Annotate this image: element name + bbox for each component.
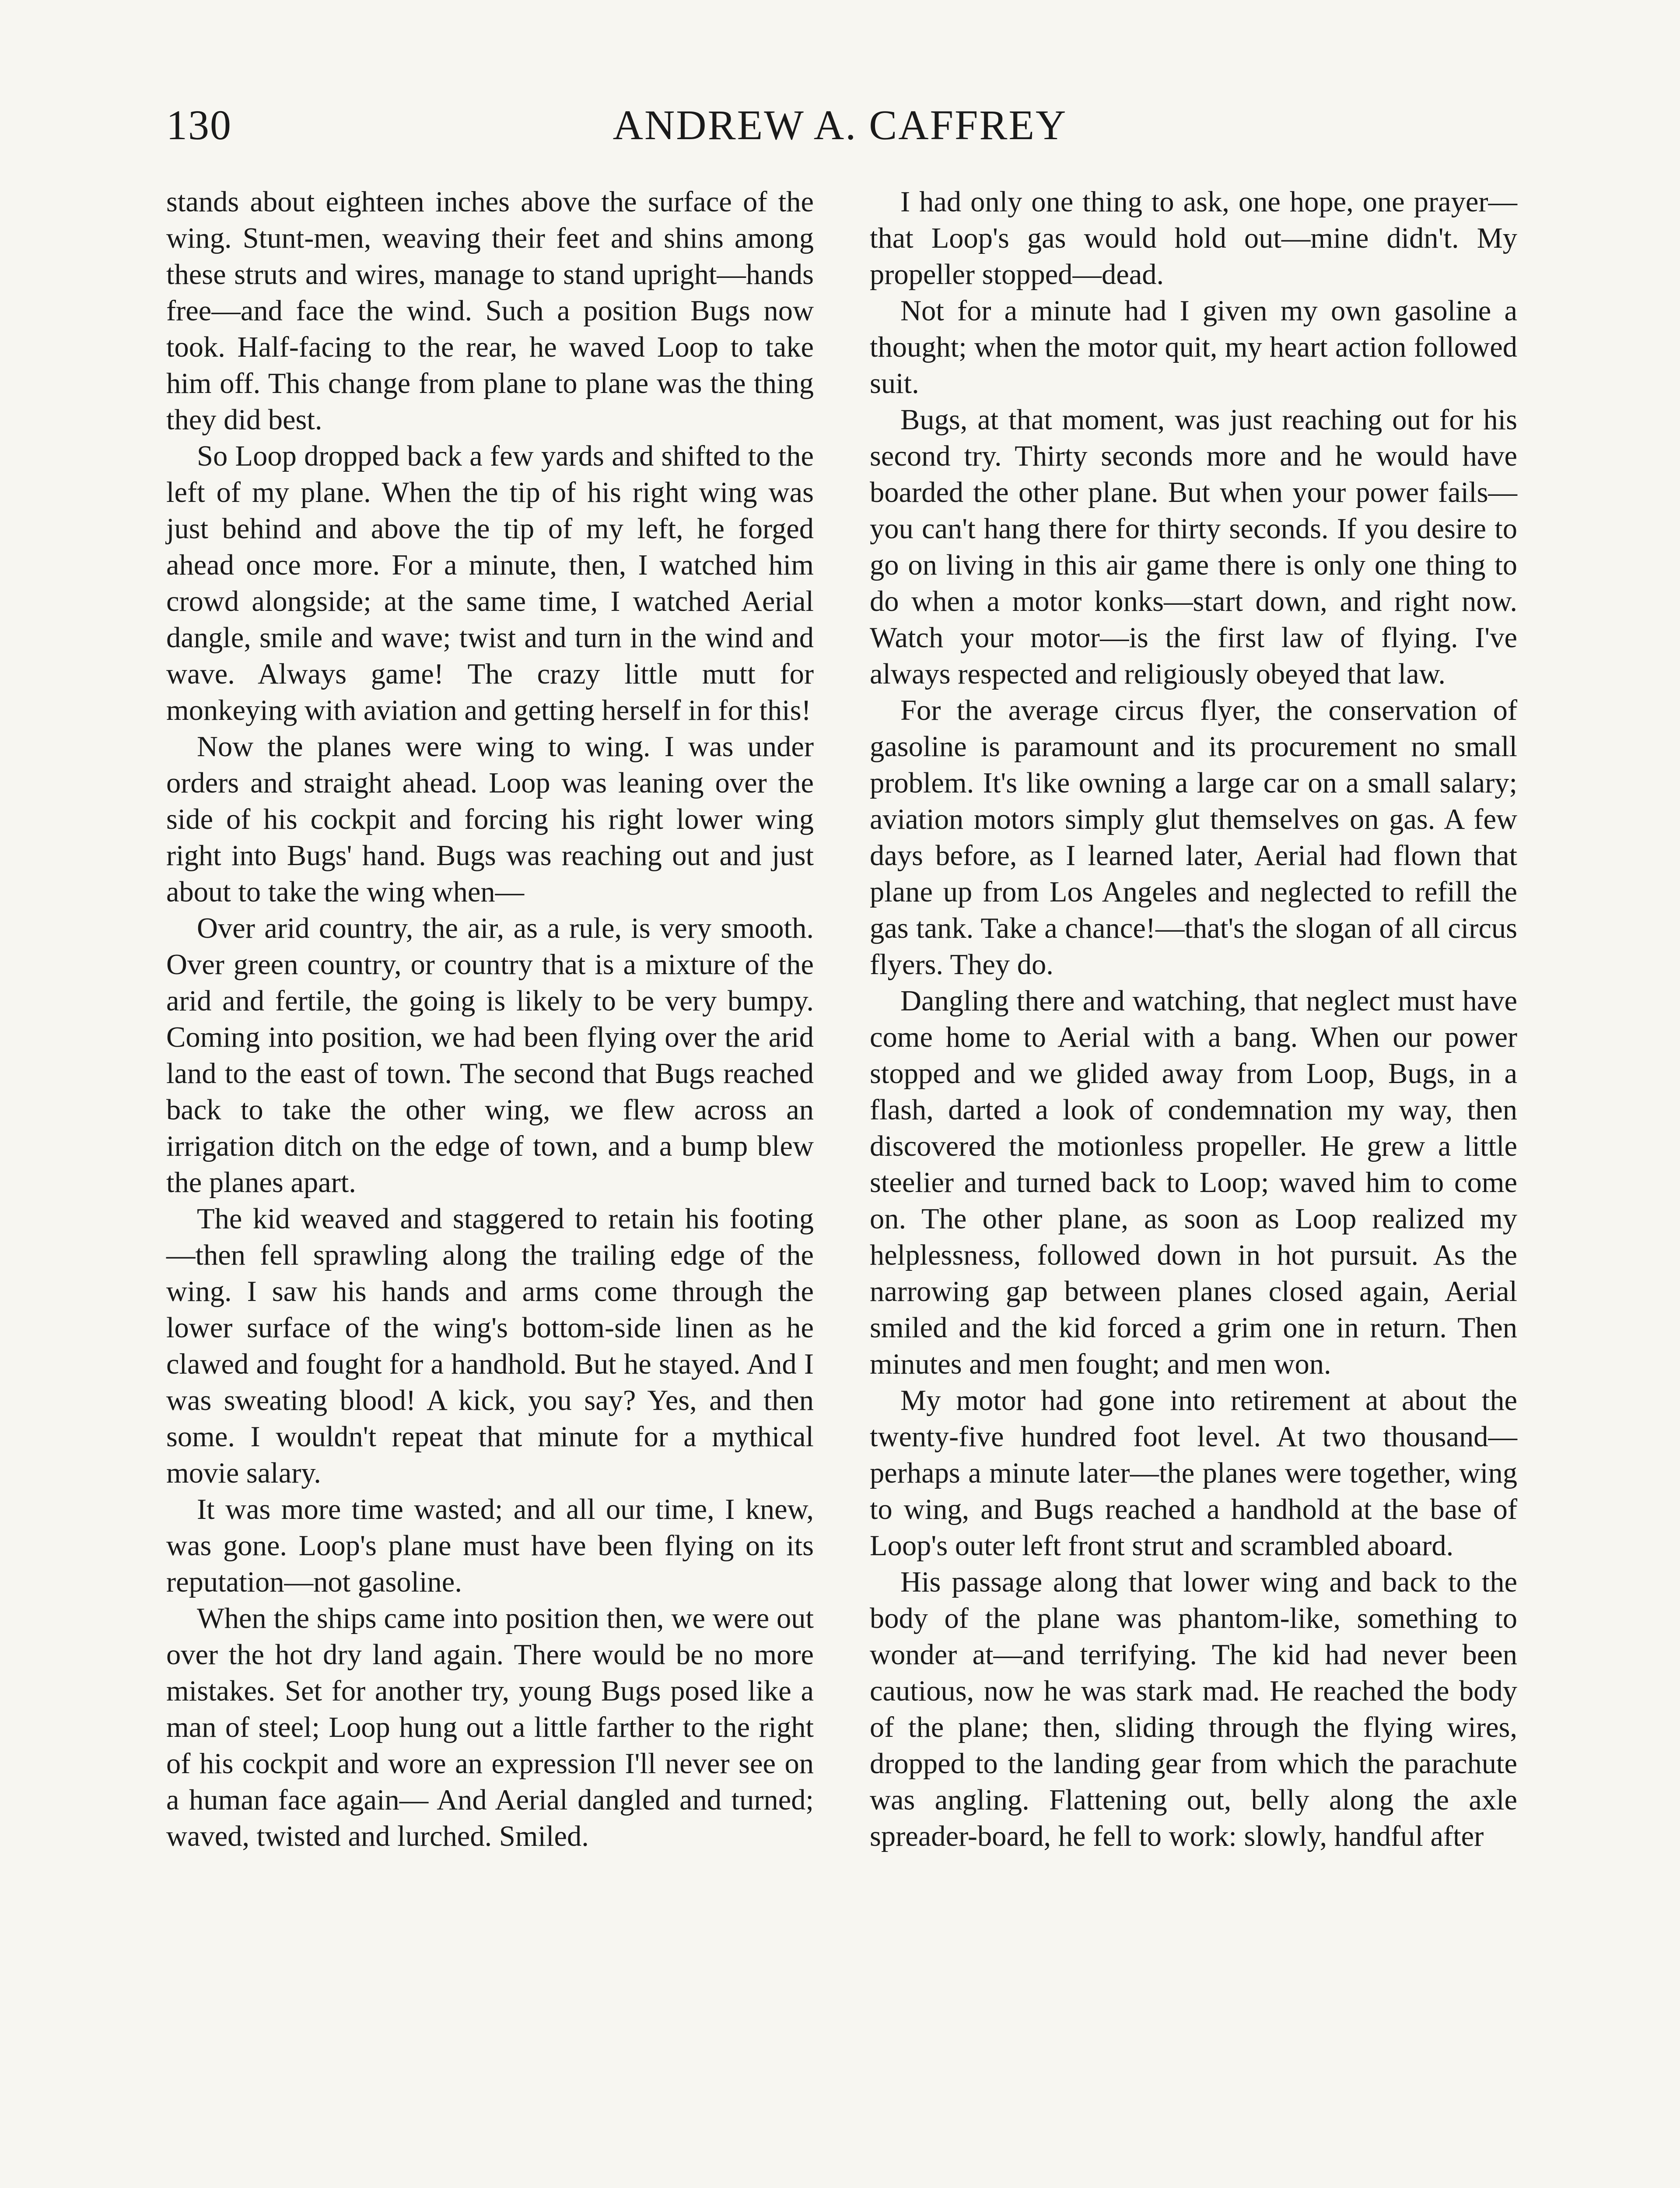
paragraph: Bugs, at that moment, was just reaching out for his second try. Thirty seconds more and he would have boarded the other plane. But when your power fails—you can't hang there for thirty seconds. If you desire to go on living in this air game there is only one thing to do when a motor konks—start down, and right now. Watch your motor—is the first law of flying. I've always respected and religiously obeyed that law. xyxy=(870,404,1517,690)
running-head: ANDREW A. CAFFREY xyxy=(612,102,1068,148)
paragraph: So Loop dropped back a few yards and shifted to the left of my plane. When the tip of his right wing was just behind and above the tip of my left, he forged ahead once more. For a minute, then, I watched him crowd alongside; at the same time, I watched Aerial dangle, smile and wave; twist and turn in the wind and wave. Always game! The crazy little mutt for monkeying with aviation and getting herself in for this! xyxy=(166,440,814,726)
paragraph: It was more time wasted; and all our time, I knew, was gone. Loop's plane must have been flying on its reputation—not gasoline. xyxy=(166,1494,814,1598)
paragraph: Over arid country, the air, as a rule, is very smooth. Over green country, or country that is a mixture of the arid and fertile, the going is likely to be very bumpy. Coming into position, we had been flying over the arid land to the east of town. The second that Bugs reached back to take the other wing, we flew across an irrigation ditch on the edge of town, and a bump blew the planes apart. xyxy=(166,912,814,1199)
paragraph: Now the planes were wing to wing. I was under orders and straight ahead. Loop was leaning over the side of his cockpit and forcing his right lower wing right into Bugs' hand. Bugs was reaching out and just about to take the wing when— xyxy=(166,731,814,908)
paragraph: Not for a minute had I given my own gasoline a thought; when the motor quit, my heart action followed suit. xyxy=(870,295,1517,400)
left-column xyxy=(166,184,814,1855)
paragraph: Dangling there and watching, that neglect must have come home to Aerial with a bang. When our power stopped and we glided away from Loop, Bugs, in a flash, darted a look of condemnation my way, then discovered the motionless propeller. He grew a little steelier and turned back to Loop; waved him to come on. The other plane, as soon as Loop realized my helplessness, followed down in hot pursuit. As the narrowing gap between planes closed again, Aerial smiled and the kid forced a grim one in return. Then minutes and men fought; and men won. xyxy=(870,985,1517,1380)
paragraph: My motor had gone into retirement at about the twenty-five hundred foot level. At two thousand—perhaps a minute later—the planes were together, wing to wing, and Bugs reached a handhold at the base of Loop's outer left front strut and scrambled aboard. xyxy=(870,1385,1517,1562)
page-number: 130 xyxy=(166,102,232,148)
right-column xyxy=(870,184,1517,1855)
paragraph: stands about eighteen inches above the surface of the wing. Stunt-men, weaving their feet and shins among these struts and wires, manage to stand upright—hands free—and face the wind. Such a position Bugs now took. Half-facing to the rear, he waved Loop to take him off. This change from plane to plane was the thing they did best. xyxy=(166,186,814,436)
page-header xyxy=(166,92,1514,162)
paragraph: The kid weaved and staggered to retain his footing—then fell sprawling along the trailing edge of the wing. I saw his hands and arms come through the lower surface of the wing's bottom-side linen as he clawed and fought for a handhold. But he stayed. And I was sweating blood! A kick, you say? Yes, and then some. I wouldn't repeat that minute for a mythical movie salary. xyxy=(166,1203,814,1489)
paragraph: I had only one thing to ask, one hope, one prayer—that Loop's gas would hold out—mine didn't. My propeller stopped—dead. xyxy=(870,186,1517,291)
paragraph: When the ships came into position then, we were out over the hot dry land again. There would be no more mistakes. Set for another try, young Bugs posed like a man of steel; Loop hung out a little farther to the right of his cockpit and wore an expression I'll never see on a human face again— And Aerial dangled and turned; waved, twisted and lurched. Smiled. xyxy=(166,1602,814,1852)
paragraph: His passage along that lower wing and back to the body of the plane was phantom-like, something to wonder at—and terrifying. The kid had never been cautious, now he was stark mad. He reached the body of the plane; then, sliding through the flying wires, dropped to the landing gear from which the parachute was angling. Flattening out, belly along the axle spreader-board, he fell to work: slowly, handful after xyxy=(870,1566,1517,1852)
paragraph: For the average circus flyer, the conservation of gasoline is paramount and its procurement no small problem. It's like owning a large car on a small salary; aviation motors simply glut themselves on gas. A few days before, as I learned later, Aerial had flown that plane up from Los Angeles and neglected to refill the gas tank. Take a chance!—that's the slogan of all circus flyers. They do. xyxy=(870,694,1517,981)
